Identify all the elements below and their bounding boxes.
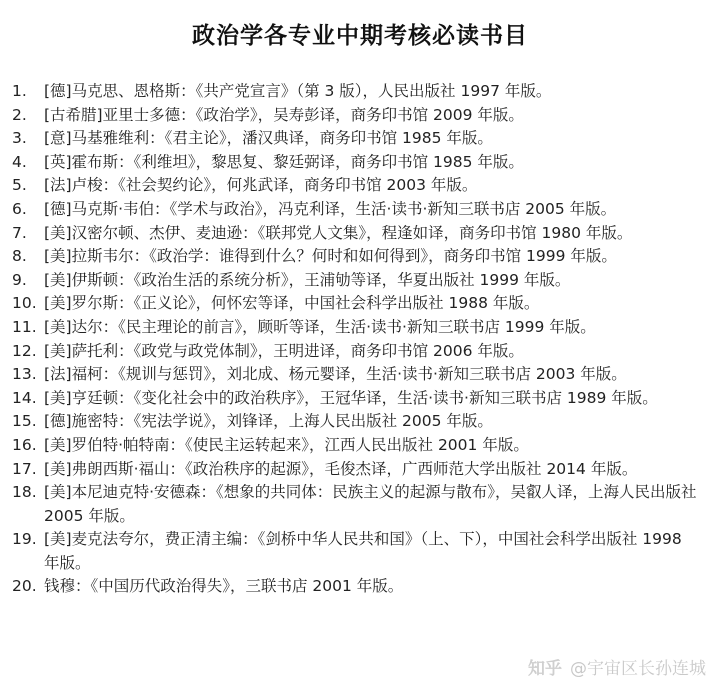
item-number: 12. xyxy=(12,341,37,360)
item-number: 16. xyxy=(12,435,37,454)
item-number: 11. xyxy=(12,317,37,336)
item-text: [美]麦克法夸尔，费正清主编：《剑桥中华人民共和国》（上、下），中国社会科学出版社 1998 年版。 xyxy=(44,530,682,572)
item-text: [美]本尼迪克特·安德森：《想象的共同体：民族主义的起源与散布》，吴叡人译，上海人民出版社 2005 年版。 xyxy=(44,483,697,525)
item-number: 18. xyxy=(12,483,37,502)
item-number: 1. xyxy=(12,82,27,100)
item-text: [美]拉斯韦尔：《政治学：谁得到什么？何时和如何得到》，商务印书馆 1999 年版。 xyxy=(44,247,617,266)
list-item xyxy=(12,316,702,340)
list-item xyxy=(12,340,702,364)
item-text: [德]马克思、恩格斯：《共产党宣言》（第 3 版），人民出版社 1997 年版。 xyxy=(44,82,552,100)
item-text: [美]弗朗西斯·福山：《政治秩序的起源》，毛俊杰译，广西师范大学出版社 2014 年版。 xyxy=(44,459,638,478)
list-item xyxy=(12,363,702,387)
list-item xyxy=(12,174,702,198)
zhihu-logo: 知乎 xyxy=(528,659,562,679)
item-number: 14. xyxy=(12,388,37,407)
page-title: 政治学各专业中期考核必读书目 xyxy=(192,23,528,49)
item-number: 6. xyxy=(12,199,27,218)
list-item xyxy=(12,80,702,104)
item-number: 15. xyxy=(12,412,37,431)
list-item xyxy=(12,387,702,411)
item-number: 3. xyxy=(12,129,27,148)
list-item xyxy=(12,575,702,599)
item-number: 8. xyxy=(12,247,27,266)
list-item xyxy=(12,434,702,458)
list-item xyxy=(12,269,702,293)
list-item xyxy=(12,292,702,316)
item-text: [古希腊]亚里士多德：《政治学》，吴寿彭译，商务印书馆 2009 年版。 xyxy=(44,105,524,124)
item-text: [法]福柯：《规训与惩罚》，刘北成、杨元婴译，生活·读书·新知三联书店 2003 年版。 xyxy=(44,365,627,384)
list-item xyxy=(12,222,702,246)
list-item xyxy=(12,127,702,151)
list-item xyxy=(12,198,702,222)
item-number: 7. xyxy=(12,223,27,242)
item-number: 10. xyxy=(12,294,37,313)
list-item xyxy=(12,104,702,128)
item-text: [德]马克斯·韦伯：《学术与政治》，冯克利译，生活·读书·新知三联书店 2005 年版。 xyxy=(44,199,617,218)
item-number: 13. xyxy=(12,365,37,384)
list-item xyxy=(12,528,702,575)
item-text: 钱穆：《中国历代政治得失》，三联书店 2001 年版。 xyxy=(44,577,404,596)
item-text: [法]卢梭：《社会契约论》，何兆武译，商务印书馆 2003 年版。 xyxy=(44,176,478,195)
item-text: [美]萨托利：《政党与政党体制》，王明进译，商务印书馆 2006 年版。 xyxy=(44,341,524,360)
item-text: [美]罗伯特·帕特南：《使民主运转起来》，江西人民出版社 2001 年版。 xyxy=(44,435,529,454)
item-number: 9. xyxy=(12,270,27,289)
book-list xyxy=(12,80,702,599)
item-number: 20. xyxy=(12,577,37,596)
watermark-author: @宇宙区长孙连城 xyxy=(570,659,706,679)
item-text: [美]亨廷顿：《变化社会中的政治秩序》，王冠华译，生活·读书·新知三联书店 1989 年版。 xyxy=(44,388,658,407)
list-item xyxy=(12,481,702,528)
list-item xyxy=(12,458,702,482)
item-text: [美]达尔：《民主理论的前言》，顾昕等译，生活·读书·新知三联书店 1999 年版。 xyxy=(44,317,596,336)
item-number: 5. xyxy=(12,176,27,195)
list-item xyxy=(12,245,702,269)
item-text: [美]罗尔斯：《正义论》，何怀宏等译，中国社会科学出版社 1988 年版。 xyxy=(44,294,540,313)
item-text: [美]伊斯顿：《政治生活的系统分析》，王浦劬等译，华夏出版社 1999 年版。 xyxy=(44,270,571,289)
watermark xyxy=(528,654,706,679)
item-text: [意]马基雅维利：《君主论》，潘汉典译，商务印书馆 1985 年版。 xyxy=(44,129,493,148)
item-number: 19. xyxy=(12,530,37,549)
list-item xyxy=(12,410,702,434)
list-item xyxy=(12,151,702,175)
item-text: [美]汉密尔顿、杰伊、麦迪逊：《联邦党人文集》，程逢如译，商务印书馆 1980 年版。 xyxy=(44,223,633,242)
item-text: [英]霍布斯：《利维坦》，黎思复、黎廷弼译，商务印书馆 1985 年版。 xyxy=(44,152,524,171)
item-number: 17. xyxy=(12,459,37,478)
item-number: 2. xyxy=(12,105,27,124)
item-number: 4. xyxy=(12,152,27,171)
item-text: [德]施密特：《宪法学说》，刘锋译，上海人民出版社 2005 年版。 xyxy=(44,412,493,431)
